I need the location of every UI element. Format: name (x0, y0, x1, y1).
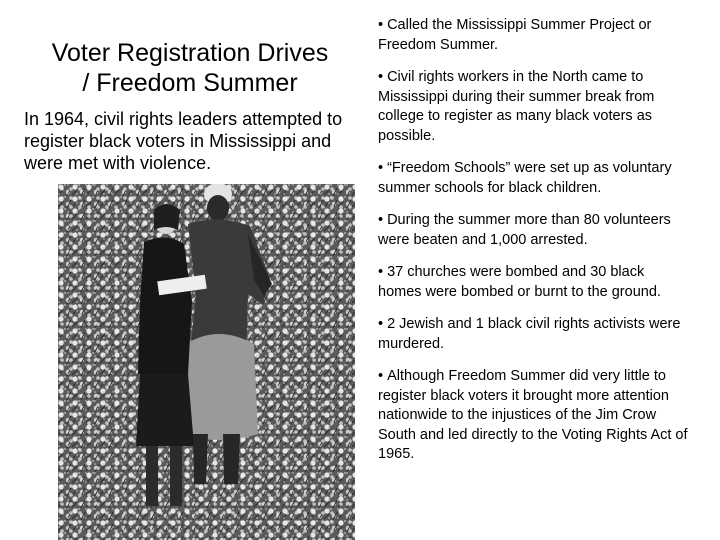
slide-title (20, 38, 360, 98)
bullet-marker: • (378, 264, 384, 280)
slide-title-line-2: / Freedom Summer (82, 69, 298, 97)
bullet-text: Called the Mississippi Summer Project or Freedom Summer. (378, 17, 652, 53)
list-item (378, 315, 690, 354)
intro-text: In 1964, civil rights leaders attempted to register black voters in Mississippi and were met with violence. (24, 109, 343, 173)
bullet-text: Civil rights workers in the North came to Mississippi during their summer break from college to register as many black voters as possible. (378, 69, 655, 144)
bullet-marker: • (378, 69, 384, 85)
list-item (378, 16, 690, 55)
list-item (378, 211, 690, 250)
cotton-field-photo (58, 184, 355, 540)
bullet-marker: • (378, 212, 384, 228)
bullet-text: During the summer more than 80 volunteers were beaten and 1,000 arrested. (378, 212, 671, 248)
list-item (378, 367, 690, 465)
bullet-text: 37 churches were bombed and 30 black homes were bombed or burnt to the ground. (378, 264, 661, 300)
list-item (378, 68, 690, 146)
bullet-marker: • (378, 160, 384, 176)
bullet-text: 2 Jewish and 1 black civil rights activists were murdered. (378, 316, 681, 352)
slide-title-line-1: Voter Registration Drives (51, 39, 329, 67)
bullet-text: Although Freedom Summer did very little to register black voters it brought more attention nationwide to the injustices of the Jim Crow South and led directly to the Voting Rights Act of 1965. (378, 368, 688, 462)
bullet-marker: • (378, 368, 384, 384)
list-item (378, 263, 690, 302)
bullet-marker: • (378, 17, 384, 33)
bullet-text: “Freedom Schools” were set up as voluntary summer schools for black children. (378, 160, 672, 196)
bullet-marker: • (378, 316, 384, 332)
list-item (378, 159, 690, 198)
bullet-list (378, 16, 690, 478)
